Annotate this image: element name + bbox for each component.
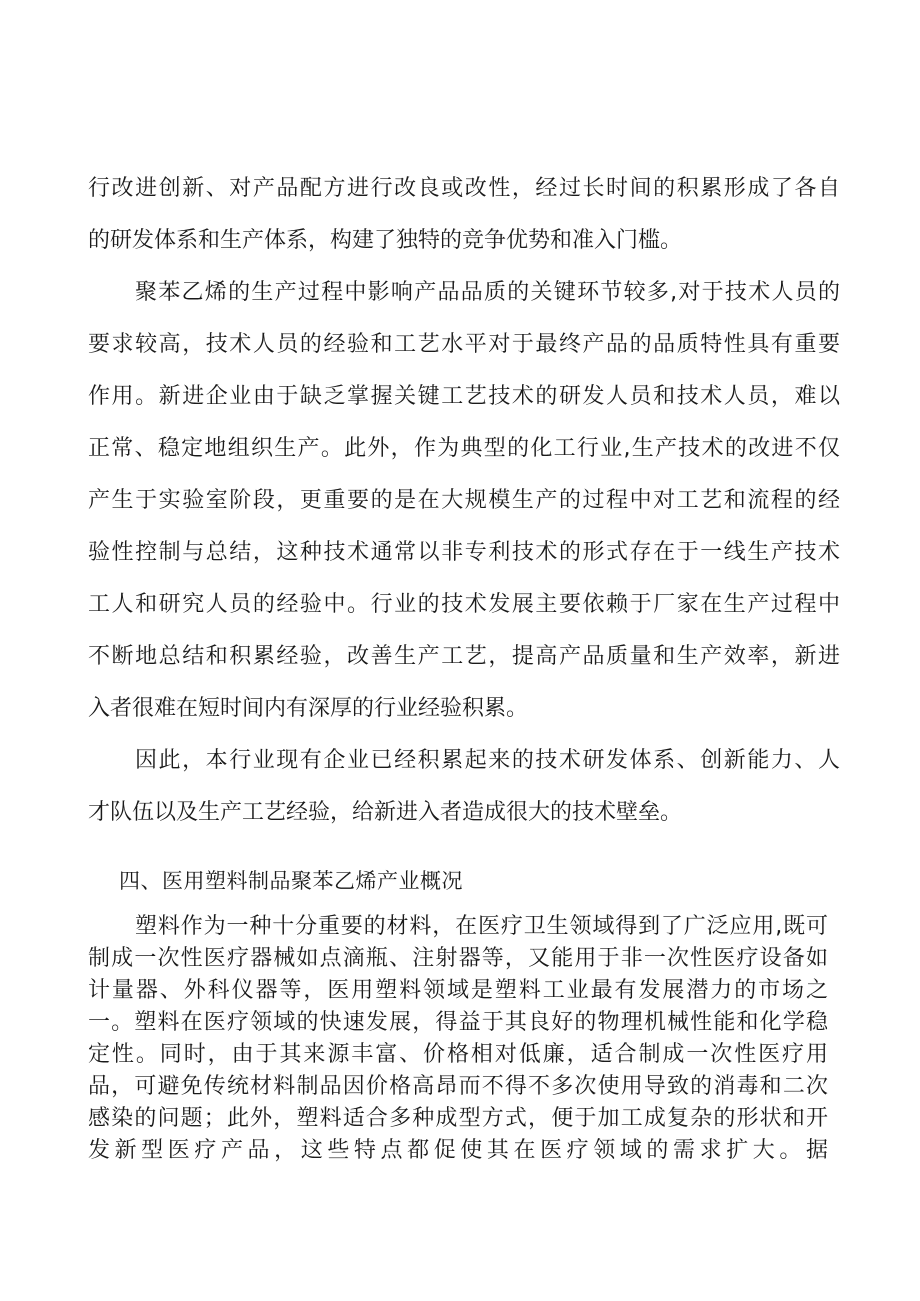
paragraph-line: 行改进创新、对产品配方进行改良或改性，经过长时间的积累形成了各自 [88,176,840,201]
paragraph-line: 感染的问题；此外，塑料适合多种成型方式，便于加工成复杂的形状和开 [88,1106,828,1131]
section-heading: 四、医用塑料制品聚苯乙烯产业概况 [119,869,463,893]
paragraph-line: 品，可避免传统材料制品因价格高昂而不得不多次使用导致的消毒和二次 [88,1074,828,1099]
paragraph-line: 计量器、外科仪器等，医用塑料领域是塑料工业最有发展潜力的市场之 [88,978,828,1003]
paragraph-line: 才队伍以及生产工艺经验，给新进入者造成很大的技术壁垒。 [88,800,683,825]
paragraph-line: 的研发体系和生产体系，构建了独特的竞争优势和准入门槛。 [88,228,683,253]
paragraph-line: 一。塑料在医疗领域的快速发展，得益于其良好的物理机械性能和化学稳 [88,1010,828,1035]
paragraph-line: 不断地总结和积累经验，改善生产工艺，提高产品质量和生产效率，新进 [88,644,840,669]
paragraph-line: 发新型医疗产品，这些特点都促使其在医疗领域的需求扩大。据 [88,1138,828,1163]
paragraph-line: 入者很难在短时间内有深厚的行业经验积累。 [88,696,529,721]
paragraph-line: 制成一次性医疗器械如点滴瓶、注射器等，又能用于非一次性医疗设备如 [88,946,828,971]
paragraph-line: 塑料作为一种十分重要的材料，在医疗卫生领域得到了广泛应用,既可 [135,914,828,939]
paragraph-line: 验性控制与总结，这种技术通常以非专利技术的形式存在于一线生产技术 [88,540,840,565]
paragraph-line: 产生于实验室阶段，更重要的是在大规模生产的过程中对工艺和流程的经 [88,488,840,513]
paragraph-line: 定性。同时，由于其来源丰富、价格相对低廉，适合制成一次性医疗用 [88,1042,828,1067]
paragraph-line: 正常、稳定地组织生产。此外，作为典型的化工行业,生产技术的改进不仅 [88,436,840,461]
paragraph-line: 要求较高，技术人员的经验和工艺水平对于最终产品的品质特性具有重要 [88,332,840,357]
paragraph-line: 因此，本行业现有企业已经积累起来的技术研发体系、创新能力、人 [135,748,840,773]
paragraph-line: 聚苯乙烯的生产过程中影响产品品质的关键环节较多,对于技术人员的 [135,280,840,305]
paragraph-line: 作用。新进企业由于缺乏掌握关键工艺技术的研发人员和技术人员，难以 [88,384,840,409]
paragraph-line: 工人和研究人员的经验中。行业的技术发展主要依赖于厂家在生产过程中 [88,592,840,617]
